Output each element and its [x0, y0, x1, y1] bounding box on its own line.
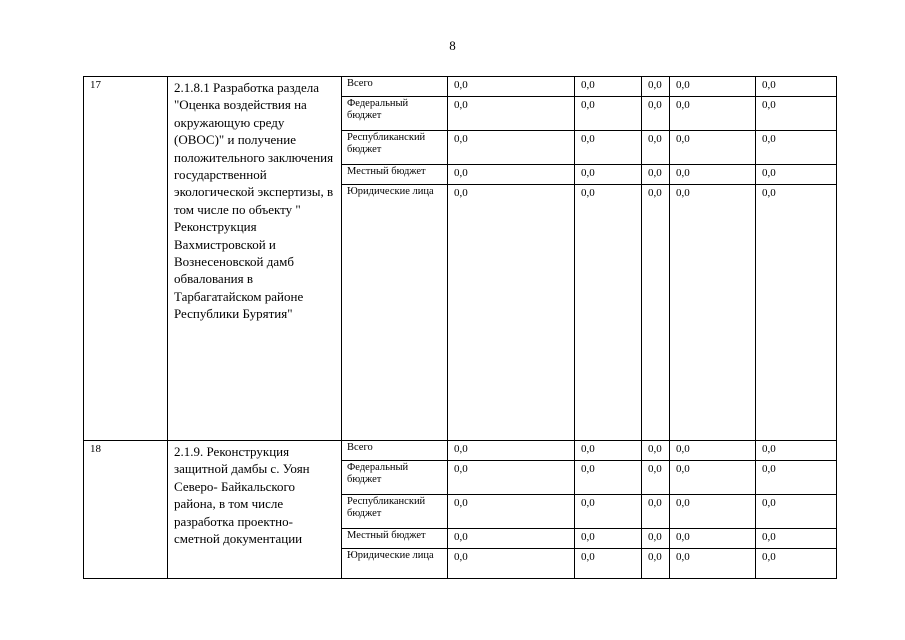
- value-cell: 0,0: [642, 97, 670, 131]
- value-cell: 0,0: [670, 77, 756, 97]
- value-cell: 0,0: [756, 529, 837, 549]
- value-cell: 0,0: [448, 77, 575, 97]
- value-cell: 0,0: [670, 131, 756, 165]
- funding-source: Республиканский бюджет: [342, 495, 448, 529]
- value-cell: 0,0: [670, 495, 756, 529]
- value-cell: 0,0: [448, 97, 575, 131]
- value-cell: 0,0: [756, 495, 837, 529]
- funding-source: Федеральный бюджет: [342, 97, 448, 131]
- value-cell: 0,0: [448, 165, 575, 185]
- value-cell: 0,0: [756, 131, 837, 165]
- value-cell: 0,0: [642, 77, 670, 97]
- value-cell: 0,0: [670, 529, 756, 549]
- page-number: 8: [449, 38, 456, 53]
- value-cell: 0,0: [642, 165, 670, 185]
- value-cell: 0,0: [448, 461, 575, 495]
- value-cell: 0,0: [756, 165, 837, 185]
- value-cell: 0,0: [670, 165, 756, 185]
- value-cell: 0,0: [448, 185, 575, 441]
- funding-source: Всего: [342, 441, 448, 461]
- value-cell: 0,0: [756, 461, 837, 495]
- value-cell: 0,0: [670, 185, 756, 441]
- funding-table: [83, 76, 837, 579]
- value-cell: 0,0: [756, 185, 837, 441]
- measure-name: 2.1.9. Реконструкция защитной дамбы с. Уоян Северо- Байкальского района, в том числе разработка проектно-сметной документации: [168, 441, 342, 579]
- value-cell: 0,0: [575, 77, 642, 97]
- value-cell: 0,0: [670, 441, 756, 461]
- value-cell: 0,0: [642, 131, 670, 165]
- value-cell: 0,0: [670, 97, 756, 131]
- table-row: [84, 441, 837, 461]
- value-cell: 0,0: [670, 549, 756, 579]
- value-cell: 0,0: [575, 495, 642, 529]
- funding-source: Юридические лица: [342, 185, 448, 441]
- value-cell: 0,0: [575, 165, 642, 185]
- value-cell: 0,0: [642, 529, 670, 549]
- row-number: 17: [84, 77, 168, 441]
- funding-source: Местный бюджет: [342, 165, 448, 185]
- value-cell: 0,0: [575, 529, 642, 549]
- value-cell: 0,0: [575, 131, 642, 165]
- value-cell: 0,0: [642, 461, 670, 495]
- funding-source: Федеральный бюджет: [342, 461, 448, 495]
- value-cell: 0,0: [642, 185, 670, 441]
- value-cell: 0,0: [575, 97, 642, 131]
- value-cell: 0,0: [670, 461, 756, 495]
- value-cell: 0,0: [448, 529, 575, 549]
- measure-name: 2.1.8.1 Разработка раздела "Оценка воздействия на окружающую среду (ОВОС)" и получение положительного заключения государственной экологической экспертизы, в том числе по объекту " Реконструкция Вахмистровской и Вознесеновской дамб обвалования в Тарбагатайском районе Республики Бурятия": [168, 77, 342, 441]
- funding-source: Республиканский бюджет: [342, 131, 448, 165]
- value-cell: 0,0: [448, 131, 575, 165]
- value-cell: 0,0: [575, 549, 642, 579]
- funding-source: Юридические лица: [342, 549, 448, 579]
- value-cell: 0,0: [448, 441, 575, 461]
- value-cell: 0,0: [756, 97, 837, 131]
- value-cell: 0,0: [756, 441, 837, 461]
- value-cell: 0,0: [575, 461, 642, 495]
- funding-source: Местный бюджет: [342, 529, 448, 549]
- value-cell: 0,0: [448, 549, 575, 579]
- row-number: 18: [84, 441, 168, 579]
- value-cell: 0,0: [575, 185, 642, 441]
- table-row: [84, 77, 837, 97]
- value-cell: 0,0: [642, 441, 670, 461]
- funding-source: Всего: [342, 77, 448, 97]
- value-cell: 0,0: [642, 549, 670, 579]
- value-cell: 0,0: [575, 441, 642, 461]
- value-cell: 0,0: [756, 549, 837, 579]
- value-cell: 0,0: [642, 495, 670, 529]
- value-cell: 0,0: [756, 77, 837, 97]
- value-cell: 0,0: [448, 495, 575, 529]
